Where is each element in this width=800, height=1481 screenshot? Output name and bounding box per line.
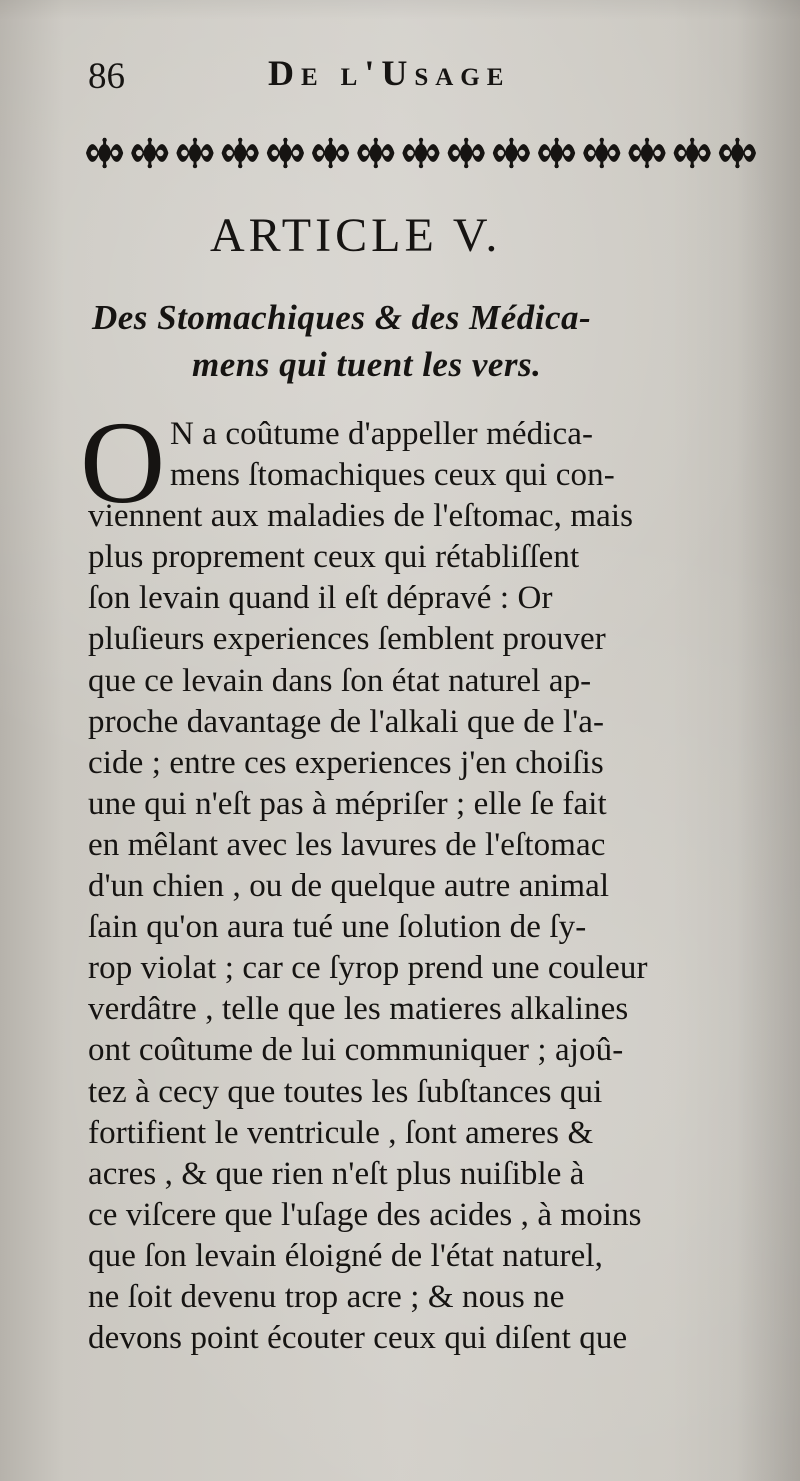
- article-title: ARTICLE V.: [210, 209, 502, 262]
- body-line: une qui n'eſt pas à mépriſer ; elle ſe fait: [88, 785, 607, 822]
- page-shadow: [0, 0, 800, 20]
- article-subtitle: [92, 294, 762, 388]
- body-line: ſain qu'on aura tué une ſolution de ſy-: [88, 909, 587, 946]
- fleuron-ornament: [628, 138, 665, 168]
- article-body: [88, 414, 750, 1359]
- fleuron-ornament: [402, 138, 439, 168]
- body-line: que ce levain dans ſon état naturel ap-: [88, 662, 592, 699]
- fleuron-ornament: [176, 138, 213, 168]
- body-line: tez à cecy que toutes les ſubſtances qui: [88, 1073, 603, 1110]
- body-line: ont coûtume de lui communiquer ; ajoû-: [88, 1032, 624, 1069]
- fleuron-ornament: [86, 138, 123, 168]
- body-line: fortifient le ventricule , ſont ameres &: [88, 1114, 594, 1151]
- body-line: N a coûtume d'appeller médica-: [170, 416, 594, 452]
- running-head: De l'Usage: [268, 53, 511, 93]
- body-line: d'un chien , ou de quelque autre animal: [88, 868, 610, 905]
- body-line: proche davantage de l'alkali que de l'a-: [88, 703, 605, 740]
- body-line: ſon levain quand il eſt dépravé : Or: [88, 580, 553, 617]
- drop-cap: O: [80, 397, 166, 528]
- subtitle-line-2: mens qui tuent les vers.: [192, 345, 542, 384]
- decorative-fleuron-band-icon: [82, 136, 760, 170]
- fleuron-ornament: [538, 138, 575, 168]
- fleuron-ornament: [448, 138, 485, 168]
- fleuron-ornament: [222, 138, 259, 168]
- fleuron-ornament: [493, 138, 530, 168]
- fleuron-ornament: [312, 138, 349, 168]
- body-line: pluſieurs experiences ſemblent prouver: [88, 621, 606, 658]
- fleuron-ornament: [131, 138, 168, 168]
- fleuron-ornament: [267, 138, 304, 168]
- body-line: mens ſtomachiques ceux qui con-: [170, 457, 615, 494]
- ornament-band: [82, 136, 760, 170]
- body-line: acres , & que rien n'eſt plus nuiſible à: [88, 1155, 585, 1192]
- fleuron-ornament: [583, 138, 620, 168]
- fleuron-ornament: [674, 138, 711, 168]
- body-line: verdâtre , telle que les matieres alkalines: [88, 991, 629, 1028]
- subtitle-line-1: Des Stomachiques & des Médica-: [92, 298, 592, 337]
- body-line: en mêlant avec les lavures de l'eſtomac: [88, 826, 606, 863]
- body-line: cide ; entre ces experiences j'en choiſis: [88, 744, 604, 781]
- fleuron-ornament: [357, 138, 394, 168]
- body-line: que ſon levain éloigné de l'état naturel,: [88, 1237, 603, 1274]
- body-line: ce viſcere que l'uſage des acides , à moins: [88, 1196, 642, 1233]
- body-line: devons point écouter ceux qui diſent que: [88, 1320, 628, 1357]
- body-line: viennent aux maladies de l'eſtomac, mais: [88, 498, 634, 535]
- body-line: plus proprement ceux qui rétabliſſent: [88, 539, 580, 576]
- body-line: rop violat ; car ce ſyrop prend une couleur: [88, 950, 648, 987]
- fleuron-ornament: [719, 138, 756, 168]
- body-line: ne ſoit devenu trop acre ; & nous ne: [88, 1278, 565, 1315]
- page-number: 86: [88, 56, 125, 97]
